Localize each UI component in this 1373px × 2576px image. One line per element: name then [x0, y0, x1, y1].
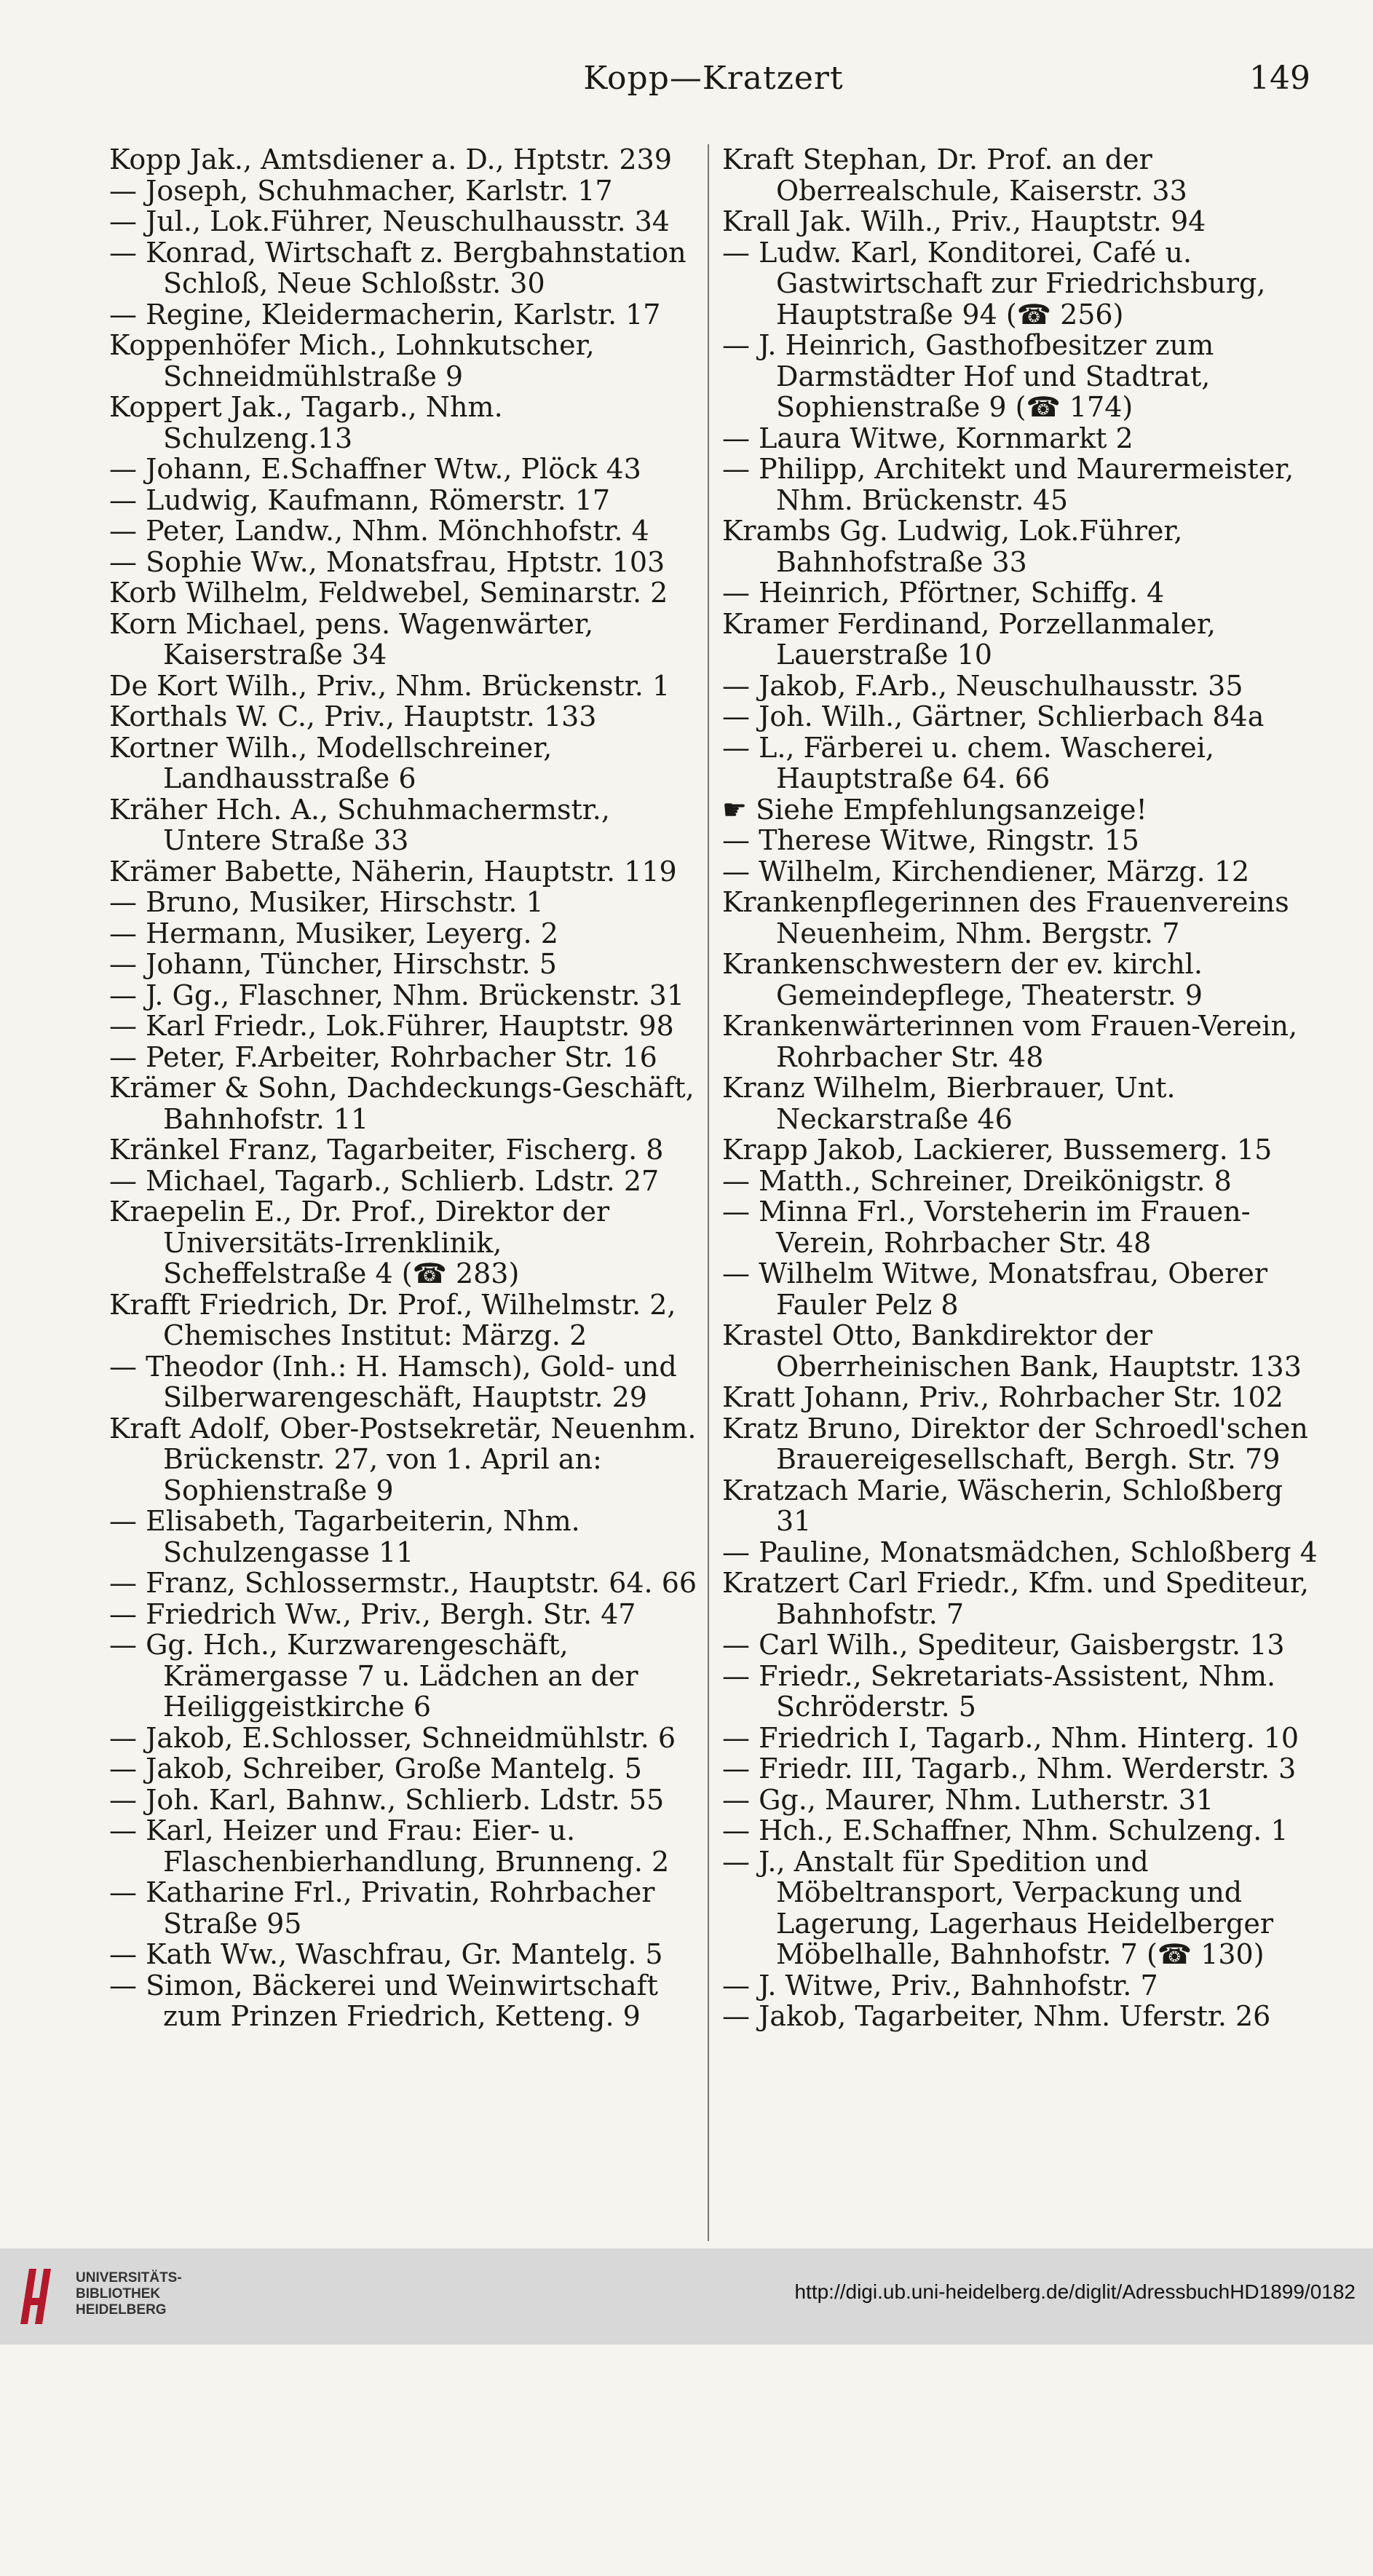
logo-line: BIBLIOTHEK [76, 2286, 161, 2302]
directory-entry: — Joh. Karl, Bahnw., Schlierb. Ldstr. 55 [109, 1783, 665, 1816]
directory-entry: — Kath Ww., Waschfrau, Gr. Mantelg. 5 [109, 1938, 663, 1970]
directory-entry: — L., Färberei u. chem. Wascherei, Hauptstraße 64. 66 [722, 731, 1214, 794]
directory-entry: — Simon, Bäckerei und Weinwirtschaft zum Prinzen Friedrich, Ketteng. 9 [109, 1969, 658, 2032]
directory-entry: ☛ Siehe Empfehlungsanzeige! [722, 793, 1147, 826]
directory-entry: Kratt Johann, Priv., Rohrbacher Str. 102 [722, 1381, 1283, 1413]
directory-entry: — Laura Witwe, Kornmarkt 2 [722, 422, 1133, 454]
directory-entry: Krapp Jakob, Lackierer, Bussemerg. 15 [722, 1134, 1273, 1166]
directory-entry: — Gg. Hch., Kurzwarengeschäft, Krämergasse 7 u. Lädchen an der Heiliggeistkirche 6 [109, 1629, 638, 1723]
directory-entry: — Katharine Frl., Privatin, Rohrbacher Straße 95 [109, 1876, 655, 1940]
directory-entry: Krankenschwestern der ev. kirchl. Gemeindepflege, Theaterstr. 9 [722, 948, 1203, 1011]
directory-entry: — Matth., Schreiner, Dreikönigstr. 8 [722, 1164, 1232, 1197]
directory-entry: — Minna Frl., Vorsteherin im Frauen-Verein, Rohrbacher Str. 48 [722, 1196, 1251, 1259]
directory-entry: Krall Jak. Wilh., Priv., Hauptstr. 94 [722, 205, 1206, 237]
directory-entry: — Friedrich Ww., Priv., Bergh. Str. 47 [109, 1597, 636, 1630]
directory-entry: — Hch., E.Schaffner, Nhm. Schulzeng. 1 [722, 1814, 1289, 1846]
directory-entry: — Johann, Tüncher, Hirschstr. 5 [109, 948, 557, 980]
university-library-name [76, 2270, 182, 2318]
directory-entry: Krambs Gg. Ludwig, Lok.Führer, Bahnhofstraße 33 [722, 515, 1183, 578]
directory-entry: Kraft Adolf, Ober-Postsekretär, Neuenhm. Brückenstr. 27, von 1. April an: Sophienstraße 9 [109, 1412, 697, 1506]
directory-entry: — J. Witwe, Priv., Bahnhofstr. 7 [722, 1969, 1158, 2002]
directory-entry: Krämer & Sohn, Dachdeckungs-Geschäft, Bahnhofstr. 11 [109, 1072, 695, 1135]
directory-entry: — Peter, Landw., Nhm. Mönchhofstr. 4 [109, 515, 649, 547]
directory-entry: Kortner Wilh., Modellschreiner, Landhausstraße 6 [109, 731, 553, 794]
directory-entry: Korb Wilhelm, Feldwebel, Seminarstr. 2 [109, 577, 668, 609]
directory-entry: Kratzach Marie, Wäscherin, Schloßberg 31 [722, 1474, 1283, 1537]
directory-entry: Krastel Otto, Bankdirektor der Oberrheinischen Bank, Hauptstr. 133 [722, 1319, 1302, 1383]
directory-entry: — Jakob, Schreiber, Große Mantelg. 5 [109, 1753, 642, 1785]
directory-entry: — Ludwig, Kaufmann, Römerstr. 17 [109, 483, 611, 516]
directory-entry: Krafft Friedrich, Dr. Prof., Wilhelmstr. 2, Chemisches Institut: Märzg. 2 [109, 1288, 676, 1351]
directory-entry: — Friedr. III, Tagarb., Nhm. Werderstr. 3 [722, 1753, 1297, 1785]
directory-entry: — Jul., Lok.Führer, Neuschulhausstr. 34 [109, 205, 670, 237]
directory-entry: Kräher Hch. A., Schuhmachermstr., Untere Straße 33 [109, 793, 610, 856]
directory-entry: — Pauline, Monatsmädchen, Schloßberg 4 [722, 1536, 1318, 1568]
directory-entry: Kratz Bruno, Direktor der Schroedl'schen Brauereigesellschaft, Bergh. Str. 79 [722, 1412, 1308, 1475]
directory-entry: — Theodor (Inh.: H. Hamsch), Gold- und Silberwarengeschäft, Hauptstr. 29 [109, 1350, 677, 1413]
directory-entry: Koppenhöfer Mich., Lohnkutscher, Schneidmühlstraße 9 [109, 329, 595, 392]
directory-entry: — Regine, Kleidermacherin, Karlstr. 17 [109, 298, 661, 331]
directory-entry: — Sophie Ww., Monatsfrau, Hptstr. 103 [109, 545, 665, 578]
directory-entry: Kränkel Franz, Tagarbeiter, Fischerg. 8 [109, 1134, 664, 1166]
source-url[interactable]: http://digi.ub.uni-heidelberg.de/diglit/AdressbuchHD1899/0182 [794, 2280, 1356, 2303]
university-library-logo-icon [15, 2261, 63, 2327]
directory-entry: — Elisabeth, Tagarbeiterin, Nhm. Schulzengasse 11 [109, 1505, 580, 1568]
page-number: 149 [1249, 60, 1310, 97]
directory-entry: Kranz Wilhelm, Bierbrauer, Unt. Neckarstraße 46 [722, 1072, 1176, 1135]
directory-entry: — Heinrich, Pförtner, Schiffg. 4 [722, 577, 1165, 609]
directory-entry: — Ludw. Karl, Konditorei, Café u. Gastwirtschaft zur Friedrichsburg, Hauptstraße 94 (☎ 256) [722, 236, 1266, 331]
directory-entry: — Karl, Heizer und Frau: Eier- u. Flaschenbierhandlung, Brunneng. 2 [109, 1814, 670, 1878]
page-header [116, 60, 1310, 111]
directory-entry: — Carl Wilh., Spediteur, Gaisbergstr. 13 [722, 1629, 1285, 1661]
directory-entry: Krankenpflegerinnen des Frauenvereins Neuenheim, Nhm. Bergstr. 7 [722, 886, 1289, 949]
directory-entry: — Karl Friedr., Lok.Führer, Hauptstr. 98 [109, 1010, 674, 1042]
running-head: Kopp—Kratzert [583, 60, 844, 97]
directory-entry: — Peter, F.Arbeiter, Rohrbacher Str. 16 [109, 1040, 657, 1073]
directory-entry: — Jakob, E.Schlosser, Schneidmühlstr. 6 [109, 1721, 676, 1754]
directory-entry: Krämer Babette, Näherin, Hauptstr. 119 [109, 855, 677, 888]
directory-entry: — Philipp, Architekt und Maurermeister, Nhm. Brückenstr. 45 [722, 453, 1294, 516]
directory-entry: — Joh. Wilh., Gärtner, Schlierbach 84a [722, 700, 1265, 732]
directory-entry: — Michael, Tagarb., Schlierb. Ldstr. 27 [109, 1164, 660, 1197]
directory-entry: — Wilhelm Witwe, Monatsfrau, Oberer Fauler Pelz 8 [722, 1257, 1267, 1321]
directory-entry: — Jakob, F.Arb., Neuschulhausstr. 35 [722, 669, 1243, 702]
directory-entry: Korthals W. C., Priv., Hauptstr. 133 [109, 700, 597, 732]
directory-entry: Kraepelin E., Dr. Prof., Direktor der Universitäts-Irrenklinik, Scheffelstraße 4 (☎ 283) [109, 1196, 610, 1289]
directory-entry: Kramer Ferdinand, Porzellanmaler, Lauerstraße 10 [722, 607, 1216, 671]
directory-entry: — Konrad, Wirtschaft z. Bergbahnstation Schloß, Neue Schloßstr. 30 [109, 236, 686, 299]
directory-entry: — Wilhelm, Kirchendiener, Märzg. 12 [722, 855, 1250, 888]
directory-entry: Kratzert Carl Friedr., Kfm. und Spediteur, Bahnhofstr. 7 [722, 1567, 1309, 1630]
right-column [722, 144, 1319, 2576]
column-divider [708, 144, 709, 2241]
directory-entry: — Jakob, Tagarbeiter, Nhm. Uferstr. 26 [722, 2000, 1271, 2032]
directory-entry: — Hermann, Musiker, Leyerg. 2 [109, 917, 558, 949]
directory-entry: — J., Anstalt für Spedition und Möbeltransport, Verpackung und Lagerung, Lagerhaus Heidelberger Möbelhalle, Bahnhofstr. 7 (☎ 130) [722, 1845, 1274, 1970]
logo-line: UNIVERSITÄTS- [76, 2270, 182, 2285]
directory-entry: — Johann, E.Schaffner Wtw., Plöck 43 [109, 453, 641, 485]
directory-entry: — Joseph, Schuhmacher, Karlstr. 17 [109, 174, 613, 207]
left-column [109, 144, 697, 2576]
directory-entry: Kopp Jak., Amtsdiener a. D., Hptstr. 239 [109, 143, 672, 175]
directory-entry: — Bruno, Musiker, Hirschstr. 1 [109, 886, 544, 918]
directory-entry: Kraft Stephan, Dr. Prof. an der Oberrealschule, Kaiserstr. 33 [722, 143, 1187, 207]
directory-entry: — Gg., Maurer, Nhm. Lutherstr. 31 [722, 1783, 1214, 1816]
digitization-footer [0, 2248, 1373, 2344]
directory-entry: — Friedrich I, Tagarb., Nhm. Hinterg. 10 [722, 1721, 1299, 1754]
directory-entry: Korn Michael, pens. Wagenwärter, Kaiserstraße 34 [109, 607, 594, 671]
directory-entry: Krankenwärterinnen vom Frauen-Verein, Rohrbacher Str. 48 [722, 1010, 1298, 1073]
directory-entry: — Friedr., Sekretariats-Assistent, Nhm. Schröderstr. 5 [722, 1659, 1276, 1723]
directory-entry: — J. Heinrich, Gasthofbesitzer zum Darmstädter Hof und Stadtrat, Sophienstraße 9 (☎ 174) [722, 329, 1214, 423]
directory-entry: De Kort Wilh., Priv., Nhm. Brückenstr. 1 [109, 669, 670, 702]
directory-entry: — Therese Witwe, Ringstr. 15 [722, 824, 1139, 856]
directory-entry: — J. Gg., Flaschner, Nhm. Brückenstr. 31 [109, 979, 685, 1011]
directory-entry: Koppert Jak., Tagarb., Nhm. Schulzeng.13 [109, 391, 503, 454]
directory-entry: — Franz, Schlossermstr., Hauptstr. 64. 66 [109, 1567, 697, 1599]
logo-line: HEIDELBERG [76, 2302, 167, 2318]
